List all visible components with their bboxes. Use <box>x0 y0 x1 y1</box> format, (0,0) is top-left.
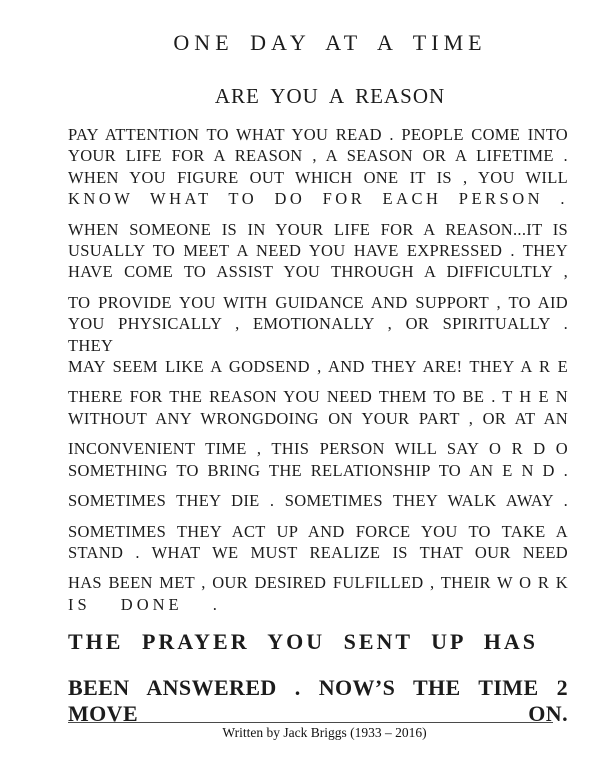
text-line: SOMETIMES THEY DIE . SOMETIMES THEY WALK AWAY . <box>68 491 568 511</box>
footer-credit: Written by Jack Briggs (1933 – 2016) <box>222 725 427 740</box>
text-line: WITHOUT ANY WRONGDOING ON YOUR PART , OR AT AN <box>68 408 568 428</box>
text-line: WHEN SOMEONE IS IN YOUR LIFE FOR A REASON...IT IS <box>68 219 568 239</box>
text-line: MAY SEEM LIKE A GODSEND , AND THEY ARE! THEY A R E <box>68 357 568 377</box>
emphasis-line-2: BEEN ANSWERED . NOW’S THE TIME 2 MOVE ON. <box>68 675 568 727</box>
document-page <box>68 0 568 727</box>
text-line: IS DONE . <box>68 594 221 614</box>
footer-rule <box>68 722 553 723</box>
text-line: TO PROVIDE YOU WITH GUIDANCE AND SUPPORT , TO AID <box>68 292 568 312</box>
text-line: PAY ATTENTION TO WHAT YOU READ . PEOPLE COME INTO <box>68 125 568 144</box>
text-line: THERE FOR THE REASON YOU NEED THEM TO BE . T H E N <box>68 387 568 407</box>
text-line: HAVE COME TO ASSIST YOU THROUGH A DIFFICULTLY , <box>68 262 568 282</box>
text-line: WHEN YOU FIGURE OUT WHICH ONE IT IS , YOU WILL <box>68 167 568 187</box>
paragraph-1 <box>68 124 568 210</box>
page-title: ONE DAY AT A TIME <box>173 30 487 55</box>
text-line: INCONVENIENT TIME , THIS PERSON WILL SAY O R D O <box>68 439 568 459</box>
paragraph-3 <box>68 292 568 378</box>
paragraph-5 <box>68 438 568 481</box>
text-line: SOMETIMES THEY ACT UP AND FORCE YOU TO TAKE A <box>68 521 568 541</box>
paragraph-6 <box>68 490 568 511</box>
text-line: YOU PHYSICALLY , EMOTIONALLY , OR SPIRITUALLY . THEY <box>68 314 568 355</box>
text-line: USUALLY TO MEET A NEED YOU HAVE EXPRESSED . THEY <box>68 241 568 261</box>
page-subtitle: ARE YOU A REASON <box>214 84 446 108</box>
paragraph-2 <box>68 219 568 283</box>
emphasis-line-1: THE PRAYER YOU SENT UP HAS <box>68 629 538 655</box>
text-line: KNOW WHAT TO DO FOR EACH PERSON . <box>68 189 568 209</box>
text-line: SOMETHING TO BRING THE RELATIONSHIP TO AN E N D . <box>68 460 568 480</box>
paragraph-7 <box>68 521 568 564</box>
text-line: YOUR LIFE FOR A REASON , A SEASON OR A LIFETIME . <box>68 146 568 166</box>
paragraph-4 <box>68 386 568 429</box>
text-line: HAS BEEN MET , OUR DESIRED FULFILLED , THEIR W O R K <box>68 573 568 593</box>
text-line: STAND . WHAT WE MUST REALIZE IS THAT OUR NEED <box>68 542 568 562</box>
paragraph-8 <box>68 572 568 615</box>
